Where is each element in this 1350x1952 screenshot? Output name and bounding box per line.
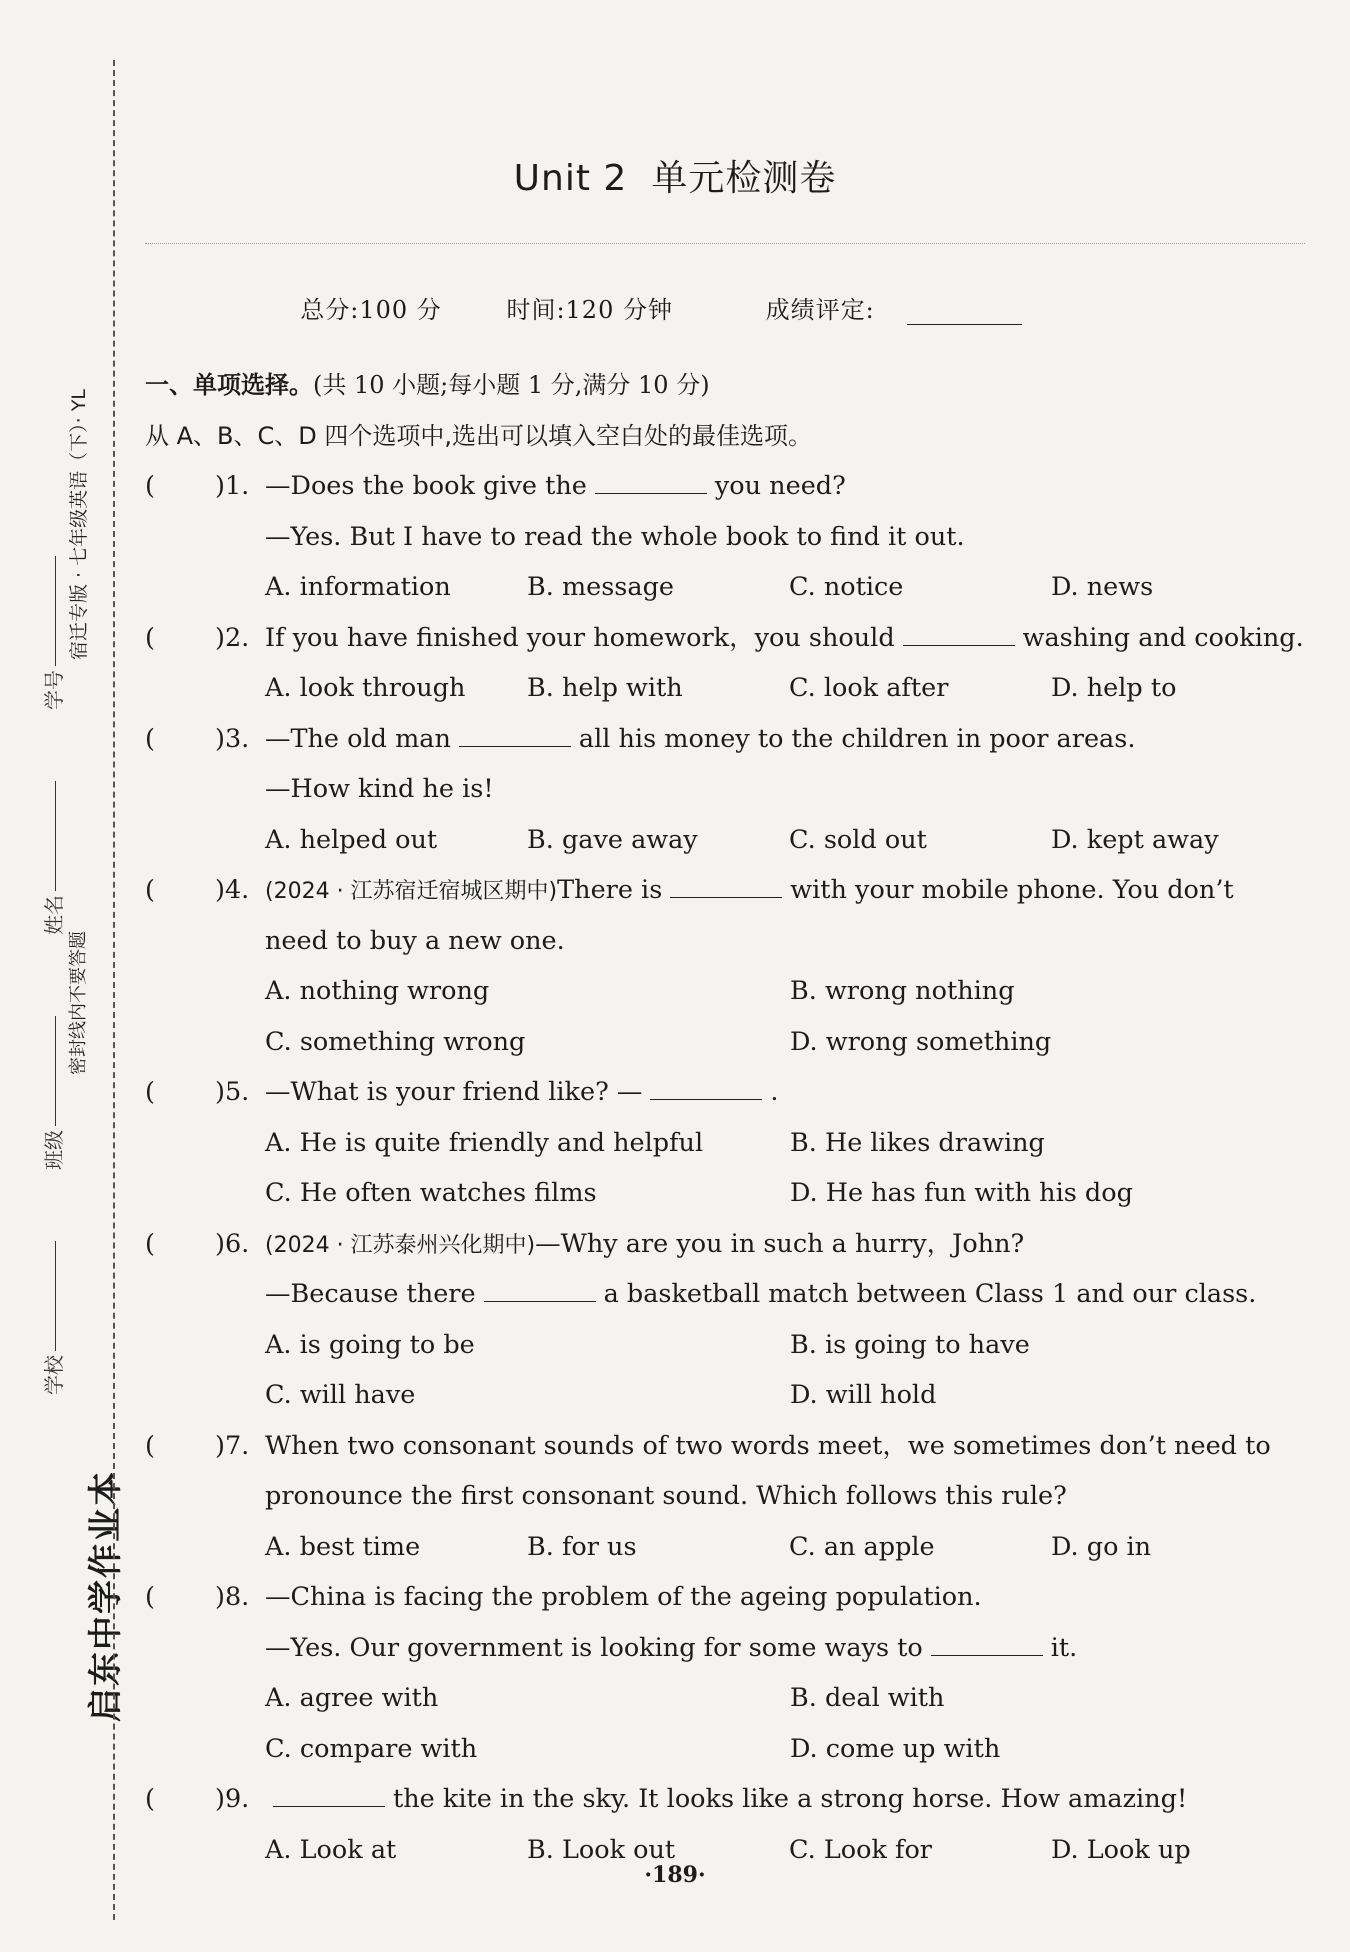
options-row — [145, 1673, 1315, 1724]
stem-after-blank: washing and cooking. — [1022, 622, 1304, 653]
stem-before-blank: —China is facing the problem of the ageing population. — [265, 1582, 982, 1612]
option-a[interactable]: A. information — [265, 572, 451, 602]
option-a[interactable]: A. look through — [265, 673, 466, 703]
option-b[interactable]: B. is going to have — [790, 1329, 1030, 1360]
question-number: )3. — [215, 723, 250, 754]
question-line — [145, 865, 1315, 916]
stem-before-blank: There is — [557, 875, 663, 905]
title-divider — [145, 243, 1305, 244]
question-stem — [265, 1219, 1024, 1272]
question-line — [145, 1067, 1315, 1118]
option-c[interactable]: C. He often watches films — [265, 1178, 597, 1208]
question-stem — [265, 1774, 1187, 1825]
answer-bracket[interactable]: ( — [145, 1784, 155, 1814]
question-source: (2024 · 江苏泰州兴化期中) — [265, 1232, 536, 1258]
unit-label: Unit 2 — [513, 158, 628, 199]
stem-after-blank: it. — [1050, 1632, 1078, 1663]
stem-after-blank: all his money to the children in poor areas. — [578, 723, 1136, 754]
question-item — [145, 1774, 1315, 1875]
option-c[interactable]: C. sold out — [789, 824, 927, 855]
question-line — [145, 613, 1315, 664]
time-limit: 时间:120 分钟 — [506, 296, 673, 324]
stem-after-blank: you need? — [714, 471, 846, 501]
question-continuation: pronounce the first consonant sound. Which follows this rule? — [265, 1481, 1067, 1511]
option-c[interactable]: C. notice — [789, 572, 904, 602]
id-blank[interactable] — [55, 556, 56, 666]
option-b[interactable]: B. gave away — [527, 824, 698, 855]
option-c[interactable]: C. look after — [789, 673, 949, 703]
section-instruction: 从 A、B、C、D 四个选项中,选出可以填入空白处的最佳选项。 — [145, 421, 813, 450]
question-item — [145, 1572, 1315, 1774]
question-stem — [265, 714, 1135, 765]
question-stem — [265, 461, 846, 512]
options-row — [145, 663, 1315, 714]
options-row — [145, 1017, 1315, 1068]
section-title: 一、单项选择。 — [145, 371, 313, 399]
answer-blank[interactable] — [595, 470, 707, 494]
class-field — [38, 1016, 67, 1170]
question-item — [145, 461, 1315, 613]
class-blank[interactable] — [55, 1016, 56, 1126]
question-item — [145, 714, 1315, 866]
options-row — [145, 1522, 1315, 1573]
answer-blank[interactable] — [484, 1278, 596, 1302]
question-continuation: —Yes. But I have to read the whole book to find it out. — [265, 521, 965, 552]
option-d[interactable]: D. kept away — [1051, 824, 1219, 855]
grade-field — [738, 296, 1050, 324]
stem-before-blank: When two consonant sounds of two words meet，we sometimes don’t need to — [265, 1430, 1271, 1461]
page-title — [0, 150, 1350, 201]
question-line — [145, 714, 1315, 765]
school-field — [38, 1241, 67, 1395]
question-number: )4. — [215, 875, 250, 905]
section-note: (共 10 小题;每小题 1 分,满分 10 分) — [313, 371, 710, 399]
options-row — [145, 815, 1315, 866]
section-heading — [145, 360, 1315, 411]
answer-blank[interactable] — [903, 622, 1015, 646]
option-b[interactable]: B. deal with — [790, 1683, 945, 1713]
question-item — [145, 1421, 1315, 1573]
question-line — [145, 1572, 1315, 1623]
grade-label: 成绩评定: — [765, 296, 875, 324]
answer-blank[interactable] — [931, 1632, 1043, 1656]
score-info — [0, 290, 1350, 325]
option-d[interactable]: D. come up with — [790, 1733, 1001, 1764]
seal-line — [113, 60, 115, 1920]
question-stem — [265, 865, 1234, 918]
question-continuation — [145, 1269, 1315, 1320]
title-label: 单元检测卷 — [651, 158, 837, 199]
answer-blank[interactable] — [273, 1783, 385, 1807]
question-line — [145, 1421, 1315, 1472]
option-a[interactable]: A. agree with — [265, 1683, 439, 1713]
question-continuation: need to buy a new one. — [265, 925, 565, 956]
options-row — [145, 562, 1315, 613]
option-b[interactable]: B. help with — [527, 673, 683, 703]
question-stem — [265, 1572, 982, 1623]
option-b[interactable]: B. for us — [527, 1531, 637, 1562]
question-item — [145, 1219, 1315, 1421]
option-a[interactable]: A. best time — [265, 1531, 421, 1562]
answer-bracket[interactable]: ( — [145, 1228, 155, 1259]
option-c[interactable]: C. Look for — [789, 1834, 932, 1865]
question-continuation — [145, 1623, 1315, 1674]
options-row — [145, 1370, 1315, 1421]
option-d[interactable]: D. will hold — [790, 1380, 937, 1410]
stem-after-blank: . — [770, 1077, 779, 1107]
stem-before-blank: —What is your friend like? — — [265, 1077, 643, 1107]
question-line — [145, 1219, 1315, 1270]
question-item — [145, 865, 1315, 1067]
stem-before-blank: If you have finished your homework，you should — [265, 622, 895, 653]
question-number: )8. — [215, 1582, 250, 1612]
question-line — [145, 461, 1315, 512]
school-label: 学校 — [42, 1355, 66, 1395]
option-d[interactable]: D. help to — [1051, 673, 1177, 703]
answer-bracket[interactable]: ( — [145, 1430, 155, 1461]
stem-before-blank: —Because there — [265, 1279, 476, 1309]
question-number: )1. — [215, 471, 250, 501]
option-d[interactable]: D. news — [1051, 572, 1154, 602]
option-a[interactable]: A. nothing wrong — [265, 976, 490, 1006]
answer-bracket[interactable]: ( — [145, 622, 155, 653]
options-row — [145, 1320, 1315, 1371]
options-row — [145, 966, 1315, 1017]
option-b[interactable]: B. wrong nothing — [790, 976, 1015, 1006]
answer-bracket[interactable]: ( — [145, 875, 155, 905]
name-field — [38, 781, 67, 935]
answer-bracket[interactable]: ( — [145, 1582, 155, 1612]
brand-label: 启东中学作业本 — [86, 1470, 126, 1722]
page-number: ·189· — [644, 1862, 706, 1888]
option-b[interactable]: B. He likes drawing — [790, 1127, 1045, 1158]
id-label: 学号 — [42, 670, 66, 710]
option-c[interactable]: C. compare with — [265, 1733, 478, 1764]
question-stem — [265, 613, 1304, 664]
options-row — [145, 1118, 1315, 1169]
question-continuation: —How kind he is! — [265, 774, 494, 804]
options-row — [145, 1724, 1315, 1775]
stem-after-blank: a basketball match between Class 1 and our class. — [603, 1279, 1257, 1309]
question-section — [145, 360, 1315, 1875]
stem-before-blank: —Does the book give the — [265, 471, 587, 501]
question-stem — [265, 1067, 778, 1118]
seal-notice: 密封线内不要答题 — [68, 931, 89, 1075]
option-a[interactable]: A. He is quite friendly and helpful — [265, 1127, 704, 1158]
grade-blank[interactable] — [907, 324, 1022, 325]
option-b[interactable]: B. Look out — [527, 1834, 676, 1865]
stem-before-blank: —The old man — [265, 723, 451, 754]
question-item — [145, 1067, 1315, 1219]
answer-blank[interactable] — [650, 1076, 762, 1100]
answer-bracket[interactable]: ( — [145, 471, 155, 501]
stem-before-blank: —Yes. Our government is looking for some ways to — [265, 1632, 923, 1663]
option-a[interactable]: A. Look at — [265, 1834, 397, 1865]
question-number: )7. — [215, 1430, 250, 1461]
question-line — [145, 1774, 1315, 1825]
question-list — [145, 461, 1315, 1875]
stem-before-blank: —Why are you in such a hurry，John? — [535, 1228, 1025, 1259]
name-label: 姓名 — [42, 895, 66, 935]
total-score: 总分:100 分 — [300, 296, 442, 324]
stem-after-blank: the kite in the sky. It looks like a strong horse. How amazing! — [393, 1784, 1188, 1814]
option-d[interactable]: D. Look up — [1051, 1834, 1191, 1865]
option-b[interactable]: B. message — [527, 572, 675, 602]
option-a[interactable]: A. is going to be — [265, 1329, 475, 1360]
question-number: )9. — [215, 1784, 250, 1814]
series-label: 宿迁专版 · 七年级英语（下）· YL — [68, 389, 90, 660]
option-d[interactable]: D. wrong something — [790, 1026, 1052, 1057]
option-d[interactable]: D. He has fun with his dog — [790, 1178, 1133, 1208]
question-stem — [265, 1421, 1271, 1472]
answer-bracket[interactable]: ( — [145, 723, 155, 754]
answer-blank[interactable] — [459, 723, 571, 747]
option-a[interactable]: A. helped out — [265, 824, 438, 855]
school-blank[interactable] — [55, 1241, 56, 1351]
class-label: 班级 — [42, 1130, 66, 1170]
question-source: (2024 · 江苏宿迁宿城区期中) — [265, 879, 558, 904]
name-blank[interactable] — [55, 781, 56, 891]
answer-bracket[interactable]: ( — [145, 1077, 155, 1107]
option-c[interactable]: C. something wrong — [265, 1026, 526, 1057]
question-number: )2. — [215, 622, 250, 653]
option-c[interactable]: C. an apple — [789, 1531, 935, 1562]
id-field — [38, 556, 67, 710]
options-row — [145, 1168, 1315, 1219]
stem-after-blank: with your mobile phone. You don’t — [790, 875, 1234, 905]
question-number: )6. — [215, 1228, 250, 1259]
option-c[interactable]: C. will have — [265, 1380, 416, 1410]
option-d[interactable]: D. go in — [1051, 1531, 1152, 1562]
answer-blank[interactable] — [670, 874, 782, 898]
question-item — [145, 613, 1315, 714]
question-number: )5. — [215, 1077, 250, 1107]
